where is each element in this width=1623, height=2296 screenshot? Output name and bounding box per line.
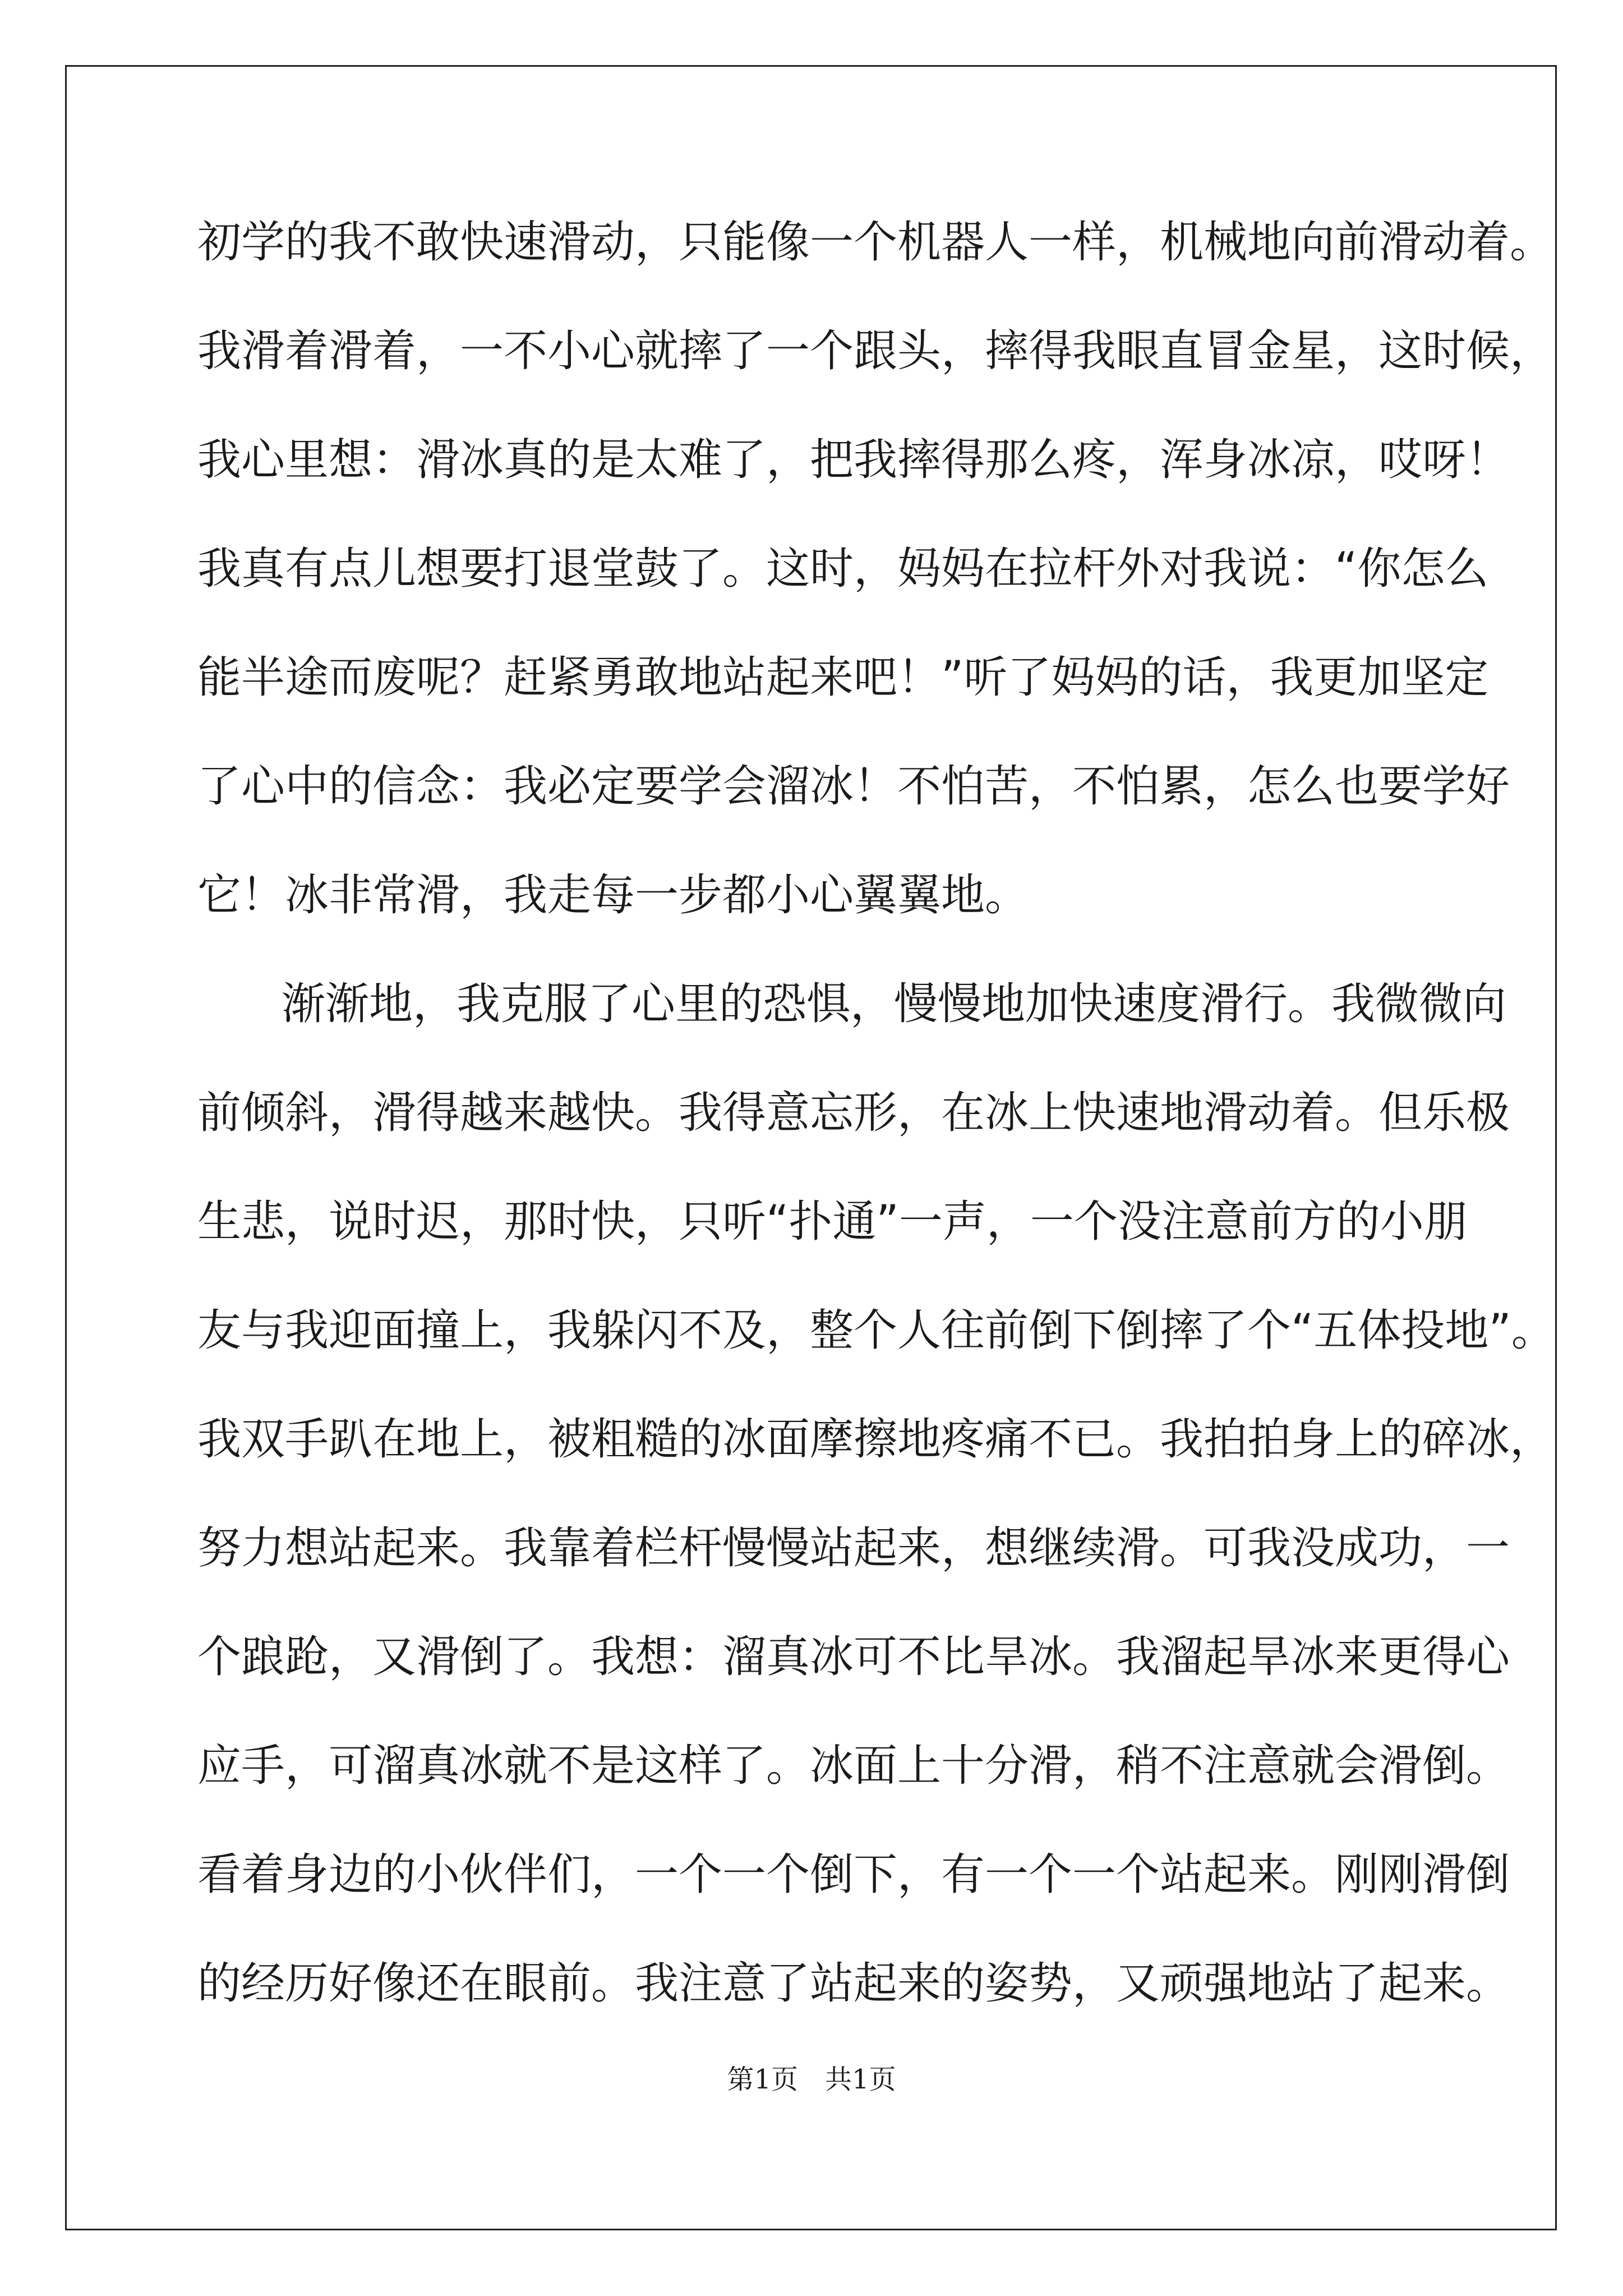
text-line: 渐渐地，我克服了心里的恐惧，慢慢地加快速度滑行。我微微向 bbox=[282, 979, 1507, 1029]
text-line: 应手，可溜真冰就不是这样了。冰面上十分滑，稍不注意就会滑倒。 bbox=[197, 1741, 1510, 1791]
paragraph-2 bbox=[197, 976, 1555, 2012]
text-line: 友与我迎面撞上，我躲闪不及，整个人往前倒下倒摔了个“五体投地”。 bbox=[197, 1305, 1555, 1356]
text-line: 看着身边的小伙伴们，一个一个倒下，有一个一个站起来。刚刚滑倒 bbox=[197, 1849, 1510, 1900]
page-number-footer: 第1页 共1页 bbox=[727, 2064, 896, 2095]
text-line: 我滑着滑着，一不小心就摔了一个跟头，摔得我眼直冒金星，这时候， bbox=[197, 326, 1554, 376]
text-line: 我双手趴在地上，被粗糙的冰面摩擦地疼痛不已。我拍拍身上的碎冰， bbox=[197, 1414, 1554, 1465]
text-line: 能半途而废呢？赶紧勇敢地站起来吧！”听了妈妈的话，我更加坚定 bbox=[197, 652, 1489, 703]
text-line: 了心中的信念：我必定要学会溜冰！不怕苦，不怕累，怎么也要学好 bbox=[197, 761, 1510, 812]
text-line: 个踉跄，又滑倒了。我想：溜真冰可不比旱冰。我溜起旱冰来更得心 bbox=[197, 1632, 1510, 1682]
text-line: 前倾斜，滑得越来越快。我得意忘形，在冰上快速地滑动着。但乐极 bbox=[197, 1088, 1510, 1138]
text-line: 我真有点儿想要打退堂鼓了。这时，妈妈在拉杆外对我说：“你怎么 bbox=[197, 544, 1489, 594]
text-line: 生悲，说时迟，那时快，只听“扑通”一声，一个没注意前方的小朋 bbox=[197, 1197, 1468, 1247]
text-line: 的经历好像还在眼前。我注意了站起来的姿势，又顽强地站了起来。 bbox=[197, 1958, 1510, 2009]
paragraph-1 bbox=[197, 214, 1554, 923]
text-line: 初学的我不敢快速滑动，只能像一个机器人一样，机械地向前滑动着。 bbox=[197, 217, 1554, 268]
document-body bbox=[197, 214, 1555, 2064]
text-line: 它！冰非常滑，我走每一步都小心翼翼地。 bbox=[197, 870, 1029, 921]
text-line: 努力想站起来。我靠着栏杆慢慢站起来，想继续滑。可我没成功，一 bbox=[197, 1523, 1510, 1573]
text-line: 我心里想：滑冰真的是太难了，把我摔得那么疼，浑身冰凉，哎呀！ bbox=[197, 435, 1510, 485]
